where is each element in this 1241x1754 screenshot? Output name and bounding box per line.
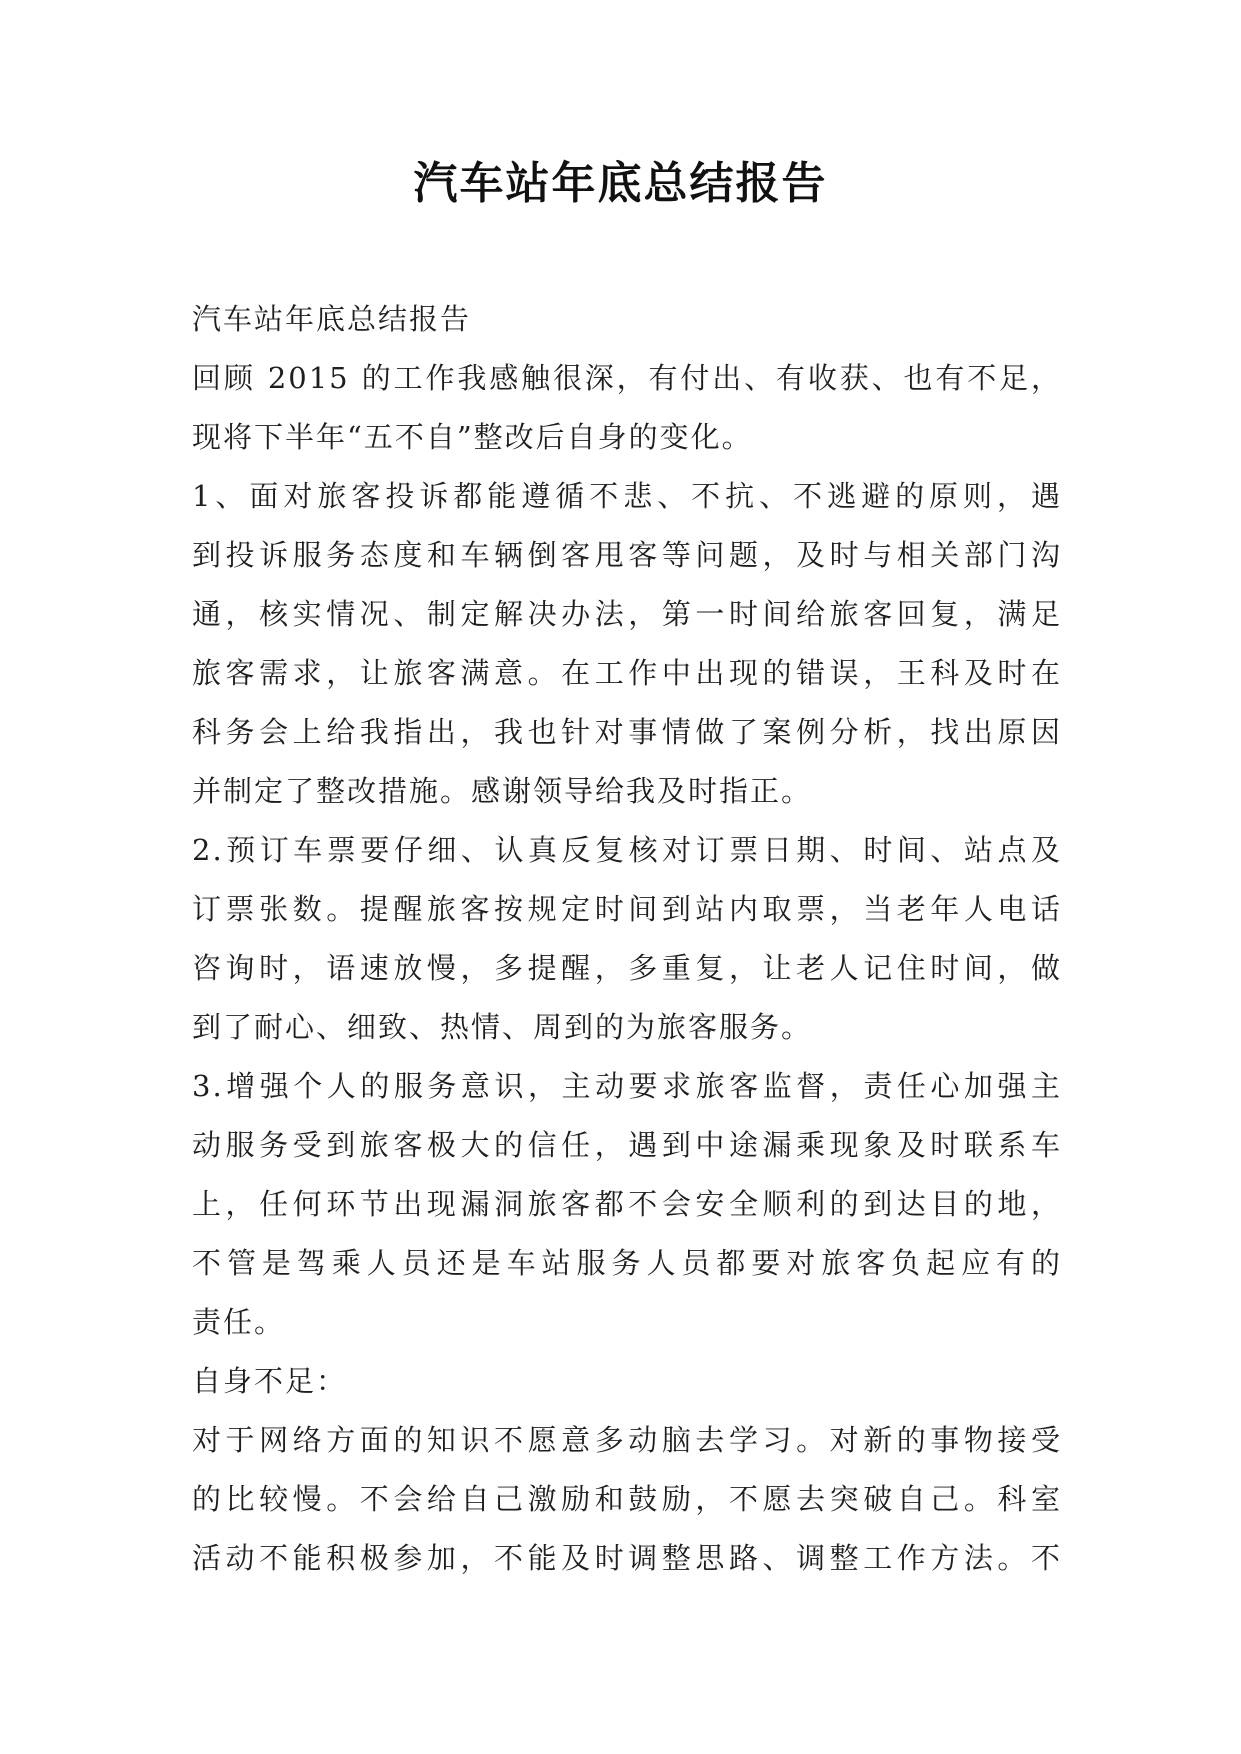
document-body bbox=[192, 290, 1062, 1588]
paragraph bbox=[192, 1352, 1062, 1411]
text-line: 到了耐心、细致、热情、周到的为旅客服务。 bbox=[192, 1010, 813, 1044]
text-line: 3.增强个人的服务意识，主动要求旅客监督，责任心加强主 bbox=[192, 1069, 1062, 1103]
page-title: 汽车站年底总结报告 bbox=[413, 158, 828, 209]
text-line: 1、面对旅客投诉都能遵循不悲、不抗、不逃避的原则，遇 bbox=[192, 479, 1062, 513]
text-line: 科务会上给我指出，我也针对事情做了案例分析，找出原因 bbox=[192, 715, 1062, 749]
paragraph bbox=[192, 1411, 1062, 1588]
text-line: 旅客需求，让旅客满意。在工作中出现的错误，王科及时在 bbox=[192, 656, 1062, 690]
text-line: 并制定了整改措施。感谢领导给我及时指正。 bbox=[192, 774, 813, 808]
paragraph bbox=[192, 821, 1062, 1057]
text-line: 订票张数。提醒旅客按规定时间到站内取票，当老年人电话 bbox=[192, 892, 1062, 926]
text-line: 动服务受到旅客极大的信任，遇到中途漏乘现象及时联系车 bbox=[192, 1128, 1062, 1162]
text-line: 活动不能积极参加，不能及时调整思路、调整工作方法。不 bbox=[192, 1541, 1062, 1575]
paragraph bbox=[192, 1057, 1062, 1352]
paragraph bbox=[192, 290, 1062, 349]
text-line: 现将下半年“五不自”整改后自身的变化。 bbox=[192, 420, 753, 454]
text-line: 汽车站年底总结报告 bbox=[192, 302, 472, 336]
text-line: 上，任何环节出现漏洞旅客都不会安全顺利的到达目的地， bbox=[192, 1187, 1062, 1221]
text-line: 对于网络方面的知识不愿意多动脑去学习。对新的事物接受 bbox=[192, 1423, 1062, 1457]
text-line: 不管是驾乘人员还是车站服务人员都要对旅客负起应有的 bbox=[192, 1246, 1062, 1280]
text-line: 责任。 bbox=[192, 1305, 286, 1339]
text-line: 2.预订车票要仔细、认真反复核对订票日期、时间、站点及 bbox=[192, 833, 1062, 867]
text-line: 的比较慢。不会给自己激励和鼓励，不愿去突破自己。科室 bbox=[192, 1482, 1062, 1516]
text-line: 回顾 2015 的工作我感触很深，有付出、有收获、也有不足， bbox=[192, 361, 1062, 395]
paragraph bbox=[192, 467, 1062, 821]
text-line: 通，核实情况、制定解决办法，第一时间给旅客回复，满足 bbox=[192, 597, 1062, 631]
text-line: 咨询时，语速放慢，多提醒，多重复，让老人记住时间，做 bbox=[192, 951, 1062, 985]
paragraph bbox=[192, 349, 1062, 467]
section-heading: 自身不足： bbox=[192, 1364, 348, 1398]
text-line: 到投诉服务态度和车辆倒客甩客等问题，及时与相关部门沟 bbox=[192, 538, 1062, 572]
